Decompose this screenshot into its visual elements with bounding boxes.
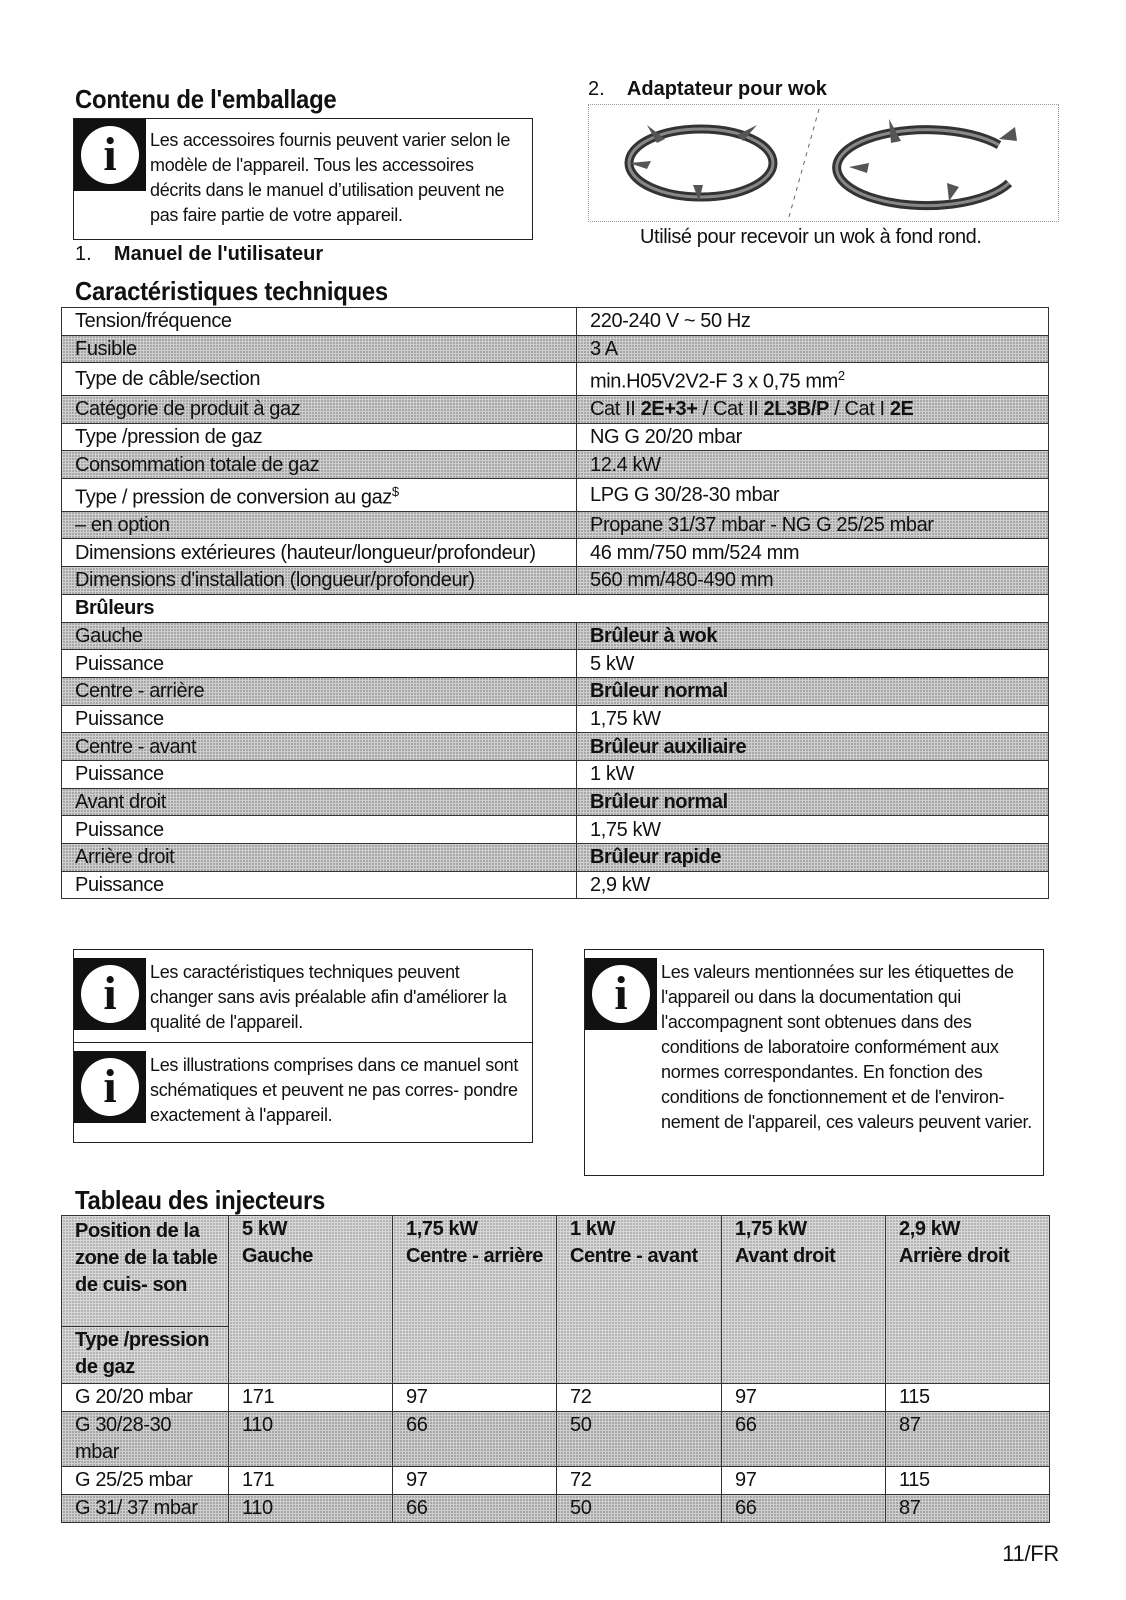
injector-value: 66 [393, 1412, 557, 1467]
header-power: 1,75 kW [735, 1218, 807, 1240]
burner-power: 1,75 kW [577, 705, 1049, 733]
header-burner-col [886, 1216, 1050, 1384]
gas-type-cell: G 30/28-30 mbar [62, 1412, 229, 1467]
table-row [62, 677, 1049, 705]
table-row [62, 1412, 1050, 1467]
info-icon: i [74, 958, 146, 1030]
burner-type: Brûleur rapide [577, 844, 1049, 872]
burner-power: 1,75 kW [577, 816, 1049, 844]
spec-value: 220-240 V ~ 50 Hz [577, 308, 1049, 336]
table-row [62, 1216, 1050, 1384]
header-burner-col [229, 1216, 393, 1384]
injector-value: 97 [722, 1467, 886, 1495]
spec-value: NG G 20/20 mbar [577, 423, 1049, 451]
burner-position: Centre - arrière [62, 677, 577, 705]
gas-cat-part: Cat II [590, 398, 641, 421]
burner-power-label: Puissance [62, 705, 577, 733]
table-row [62, 511, 1049, 539]
table-row [62, 733, 1049, 761]
burner-power: 2,9 kW [577, 871, 1049, 899]
spec-label [62, 479, 577, 512]
spec-label: – en option [62, 511, 577, 539]
spec-label: Catégorie de produit à gaz [62, 396, 577, 424]
burner-type: Brûleur à wok [577, 622, 1049, 650]
packaging-info-text: Les accessoires fournis peuvent varier selon le modèle de l'appareil. Tous les accessoires décrits dans le manuel d’utilisation peuvent ne pas faire partie de votre appareil. [150, 130, 511, 225]
header-gas-type-label: Type /pression de gaz [75, 1329, 210, 1378]
cable-value: min.H05V2V2-F 3 x 0,75 mm [590, 371, 838, 394]
spec-value [577, 363, 1049, 396]
spec-value: 3 A [577, 335, 1049, 363]
table-row [62, 363, 1049, 396]
wok-adapter-illustration [588, 104, 1059, 222]
specs-table [61, 307, 1049, 899]
page-number: 11/FR [1002, 1541, 1059, 1566]
injectors-title: Tableau des injecteurs [75, 1185, 326, 1215]
table-row [62, 650, 1049, 678]
item-number: 1. [75, 243, 92, 265]
spec-value: LPG G 30/28-30 mbar [577, 479, 1049, 512]
info-icon: i [74, 1051, 146, 1123]
header-position: Centre - avant [570, 1245, 698, 1267]
burner-power-label: Puissance [62, 650, 577, 678]
burner-type: Brûleur auxiliaire [577, 733, 1049, 761]
injector-value: 87 [886, 1495, 1050, 1523]
header-burner-col [393, 1216, 557, 1384]
injector-value: 50 [557, 1412, 722, 1467]
table-row [62, 594, 1049, 622]
spec-label: Consommation totale de gaz [62, 451, 577, 479]
injector-value: 66 [722, 1495, 886, 1523]
table-row [62, 760, 1049, 788]
injector-value: 66 [393, 1495, 557, 1523]
header-position-label: Position de la zone de la table de cuis- son [62, 1216, 228, 1327]
table-row [62, 788, 1049, 816]
cable-unit-exponent: 2 [837, 368, 845, 384]
table-row [62, 539, 1049, 567]
table-row [62, 479, 1049, 512]
table-row [62, 816, 1049, 844]
note-text: Les valeurs mentionnées sur les étiquettes de l'appareil ou dans la documentation qui l'accompagnent sont obtenues dans des conditions de laboratoire conformément aux normes correspondantes. En fonction des conditions de fonctionnement et de l'environ- nement de l'appareil, ces valeurs peuvent varier. [661, 962, 1032, 1132]
injector-value: 115 [886, 1384, 1050, 1412]
gas-type-cell: G 31/ 37 mbar [62, 1495, 229, 1523]
item-label: Manuel de l'utilisateur [113, 243, 324, 265]
spec-value: Propane 31/37 mbar - NG G 25/25 mbar [577, 511, 1049, 539]
spec-label: Type /pression de gaz [62, 423, 577, 451]
gas-cat-code: 2E [889, 398, 914, 421]
table-row [62, 1467, 1050, 1495]
table-row [62, 622, 1049, 650]
injector-value: 66 [722, 1412, 886, 1467]
header-position: Gauche [242, 1245, 313, 1267]
burner-type: Brûleur normal [577, 677, 1049, 705]
injector-value: 171 [229, 1384, 393, 1412]
header-power: 1,75 kW [406, 1218, 478, 1240]
conversion-footnote-mark: $ [391, 484, 399, 500]
packaging-title: Contenu de l'emballage [75, 84, 337, 114]
header-power: 1 kW [570, 1218, 616, 1240]
specs-title: Caractéristiques techniques [75, 276, 388, 306]
burner-position: Avant droit [62, 788, 577, 816]
burner-power-label: Puissance [62, 760, 577, 788]
table-row [62, 844, 1049, 872]
injector-value: 72 [557, 1384, 722, 1412]
item-number: 2. [588, 78, 605, 100]
spec-value: 12.4 kW [577, 451, 1049, 479]
burner-position: Arrière droit [62, 844, 577, 872]
burners-heading: Brûleurs [62, 594, 1049, 622]
header-power: 5 kW [242, 1218, 288, 1240]
injector-value: 97 [393, 1384, 557, 1412]
injector-value: 110 [229, 1495, 393, 1523]
gas-cat-code: 2E+3+ [640, 398, 698, 421]
packaging-info-note [73, 118, 533, 240]
burner-power: 1 kW [577, 760, 1049, 788]
injector-value: 97 [393, 1467, 557, 1495]
header-power: 2,9 kW [899, 1218, 960, 1240]
injector-value: 110 [229, 1412, 393, 1467]
item-label: Adaptateur pour wok [626, 78, 827, 100]
injectors-table [61, 1215, 1050, 1523]
header-burner-col [557, 1216, 722, 1384]
header-position: Centre - arrière [406, 1245, 543, 1267]
gas-type-cell: G 20/20 mbar [62, 1384, 229, 1412]
burner-power-label: Puissance [62, 816, 577, 844]
gas-type-cell: G 25/25 mbar [62, 1467, 229, 1495]
injector-value: 87 [886, 1412, 1050, 1467]
burner-type: Brûleur normal [577, 788, 1049, 816]
table-row [62, 871, 1049, 899]
spec-label: Dimensions extérieures (hauteur/longueur/profondeur) [62, 539, 577, 567]
packaging-item-2 [588, 78, 827, 101]
table-row [62, 423, 1049, 451]
gas-cat-part: / Cat I [828, 398, 890, 421]
conversion-label: Type / pression de conversion au gaz [75, 486, 392, 509]
table-row [62, 451, 1049, 479]
packaging-item-1 [75, 243, 323, 266]
table-row [62, 1384, 1050, 1412]
injector-value: 115 [886, 1467, 1050, 1495]
spec-label: Type de câble/section [62, 363, 577, 396]
burner-power: 5 kW [577, 650, 1049, 678]
spec-label: Tension/fréquence [62, 308, 577, 336]
info-icon: i [74, 119, 146, 191]
notes-left-box [73, 949, 533, 1143]
injector-value: 171 [229, 1467, 393, 1495]
table-row [62, 308, 1049, 336]
table-row [62, 1495, 1050, 1523]
table-row [62, 567, 1049, 595]
header-position: Avant droit [735, 1245, 836, 1267]
table-row [62, 335, 1049, 363]
spec-value: 560 mm/480-490 mm [577, 567, 1049, 595]
note-text: Les illustrations comprises dans ce manuel sont schématiques et peuvent ne pas corres- pondre exactement à l'appareil. [150, 1055, 519, 1125]
burner-power-label: Puissance [62, 871, 577, 899]
spec-value: 46 mm/750 mm/524 mm [577, 539, 1049, 567]
notes-right-box [584, 949, 1044, 1176]
wok-adapter-caption: Utilisé pour recevoir un wok à fond rond. [640, 226, 982, 248]
header-burner-col [722, 1216, 886, 1384]
spec-label: Dimensions d'installation (longueur/profondeur) [62, 567, 577, 595]
wok-adapter-icon [589, 105, 1058, 221]
injector-value: 50 [557, 1495, 722, 1523]
table-row [62, 396, 1049, 424]
injector-value: 97 [722, 1384, 886, 1412]
injector-value: 72 [557, 1467, 722, 1495]
burner-position: Gauche [62, 622, 577, 650]
burner-position: Centre - avant [62, 733, 577, 761]
gas-cat-part: / Cat II [697, 398, 764, 421]
info-icon: i [585, 958, 657, 1030]
note-text: Les caractéristiques techniques peuvent changer sans avis préalable afin d'améliorer la qualité de l'appareil. [150, 962, 507, 1032]
table-row [62, 705, 1049, 733]
gas-cat-code: 2L3B/P [763, 398, 829, 421]
spec-value [577, 396, 1049, 424]
header-position-type [62, 1216, 229, 1384]
header-position: Arrière droit [899, 1245, 1010, 1267]
spec-label: Fusible [62, 335, 577, 363]
